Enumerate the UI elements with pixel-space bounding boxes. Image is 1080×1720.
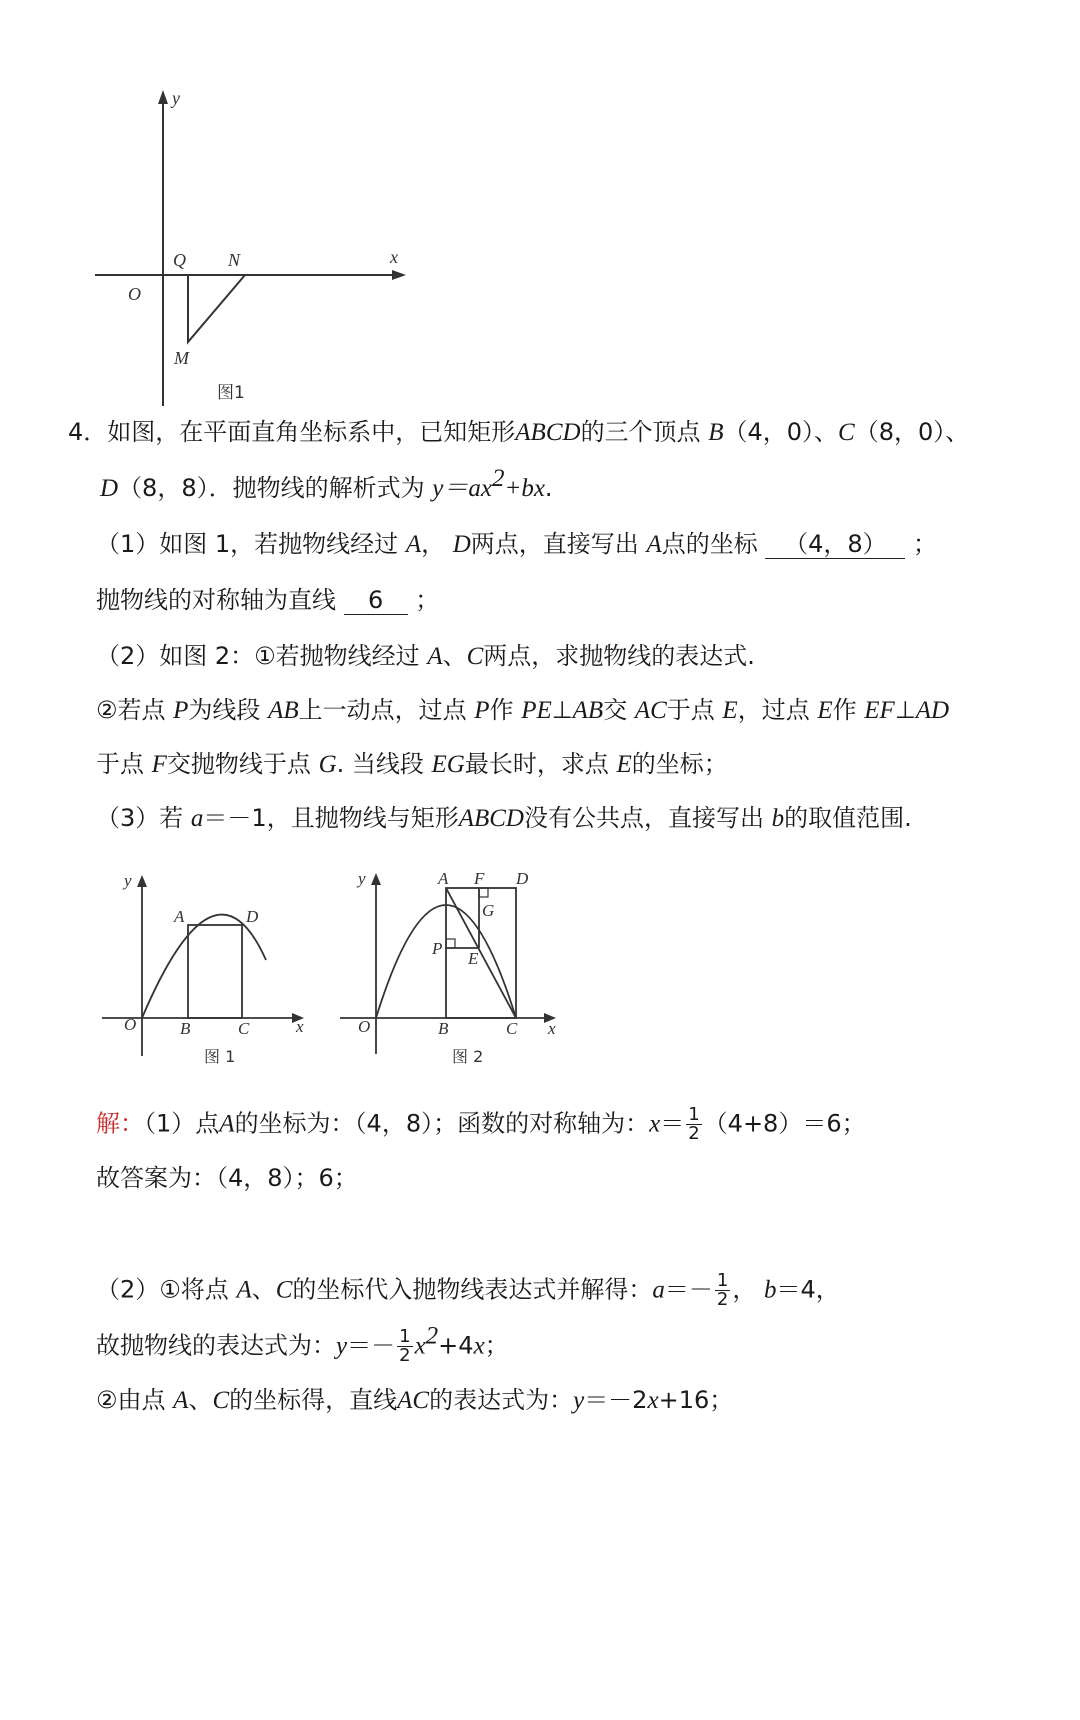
figure-2 (336, 868, 586, 1078)
fraction-half: $\frac{1}{2}$ (399, 1326, 411, 1366)
top-label-q: Q (173, 250, 186, 270)
triangle-qmn (188, 275, 245, 342)
solution-line-2c: ②由点 A、C的坐标得，直线AC的表达式为：y＝－2x+16； (96, 1386, 734, 1414)
fig2-label-p: P (432, 939, 443, 958)
fig1-rectangle (188, 925, 242, 1018)
problem-part-2: （2）如图 2：①若抛物线经过 A、C两点，求抛物线的表达式. (96, 642, 755, 670)
fig2-label-e: E (468, 949, 479, 968)
solution-line-1b: 故答案为：（4，8）；6； (96, 1164, 358, 1192)
problem-part-3: （3）若 a＝－1，且抛物线与矩形ABCD没有公共点，直接写出 b的取值范围. (96, 804, 912, 832)
solution-label: 解： (96, 1109, 144, 1138)
top-caption: 图1 (217, 383, 245, 403)
problem-part-1b: 抛物线的对称轴为直线 6 ； (96, 586, 440, 614)
figure-1 (96, 868, 336, 1078)
problem-part-1: （1）如图 1，若抛物线经过 A， D两点，直接写出 A点的坐标 （4，8） ； (96, 530, 937, 558)
top-figure (90, 80, 430, 420)
fig1-label-y: y (124, 871, 132, 890)
fig2-right-angle-f (479, 888, 488, 897)
fig2-label-g: G (482, 901, 495, 920)
top-label-o: O (128, 284, 141, 304)
top-label-n: N (228, 250, 241, 270)
fig1-label-x: x (296, 1017, 304, 1036)
fig1-label-o: O (124, 1015, 137, 1034)
fig2-label-b: B (438, 1019, 449, 1038)
problem-part-2c: 于点 F交抛物线于点 G. 当线段 EG最长时，求点 E的坐标； (96, 750, 728, 778)
solution-line-2: （2）①将点 A、C的坐标代入抛物线表达式并解得：a＝－ $\frac{1}{2}$ ， b＝4， (96, 1270, 840, 1310)
fig2-caption: 图 2 (452, 1047, 484, 1066)
top-y-arrow (158, 90, 168, 104)
fig1-y-arrow (137, 875, 147, 887)
top-x-arrow (392, 270, 406, 280)
fig2-label-f: F (474, 869, 485, 888)
fraction-half: $\frac{1}{2}$ (688, 1104, 700, 1144)
fig1-label-b: B (180, 1019, 191, 1038)
fig1-caption: 图 1 (204, 1047, 236, 1066)
fig1-parabola (142, 915, 266, 1018)
top-label-y: y (172, 88, 180, 108)
fig2-label-x: x (548, 1019, 556, 1038)
fig1-label-a: A (174, 907, 185, 926)
solution-line-1: 解：（1）点A的坐标为：（4，8）；函数的对称轴为：x＝ $\frac{1}{2}$ （4+8）＝6； (96, 1104, 866, 1144)
fraction-half: $\frac{1}{2}$ (716, 1270, 729, 1310)
fig2-label-a: A (438, 869, 449, 888)
answer-blank-axis: 6 (344, 586, 408, 615)
fig1-label-c: C (238, 1019, 250, 1038)
fig2-label-o: O (358, 1017, 371, 1036)
problem-line-2: D（8，8）．抛物线的解析式为 $y=ax^2+bx$. (100, 465, 553, 502)
answer-blank-a: （4，8） (765, 530, 905, 559)
problem-part-2b: ②若点 P为线段 AB上一动点，过点 P作 PE⊥AB交 AC于点 E，过点 E作 EF⊥AD (96, 696, 950, 724)
top-label-m: M (174, 348, 189, 368)
fig2-label-c: C (506, 1019, 518, 1038)
fig2-right-angle-p (446, 939, 455, 948)
top-label-x: x (390, 247, 398, 267)
fig2-label-y: y (358, 869, 366, 888)
fig1-label-d: D (246, 907, 259, 926)
problem-line-1: 4．如图，在平面直角坐标系中，已知矩形ABCD的三个顶点 B（4，0）、C（8，0）、 (68, 418, 970, 446)
solution-line-2b: 故抛物线的表达式为：y＝－ $\frac{1}{2}$ $x^2+4x$； (96, 1322, 509, 1366)
fig2-segment-ac (446, 888, 516, 1018)
fig2-y-arrow (371, 873, 381, 885)
fig2-label-d: D (516, 869, 529, 888)
